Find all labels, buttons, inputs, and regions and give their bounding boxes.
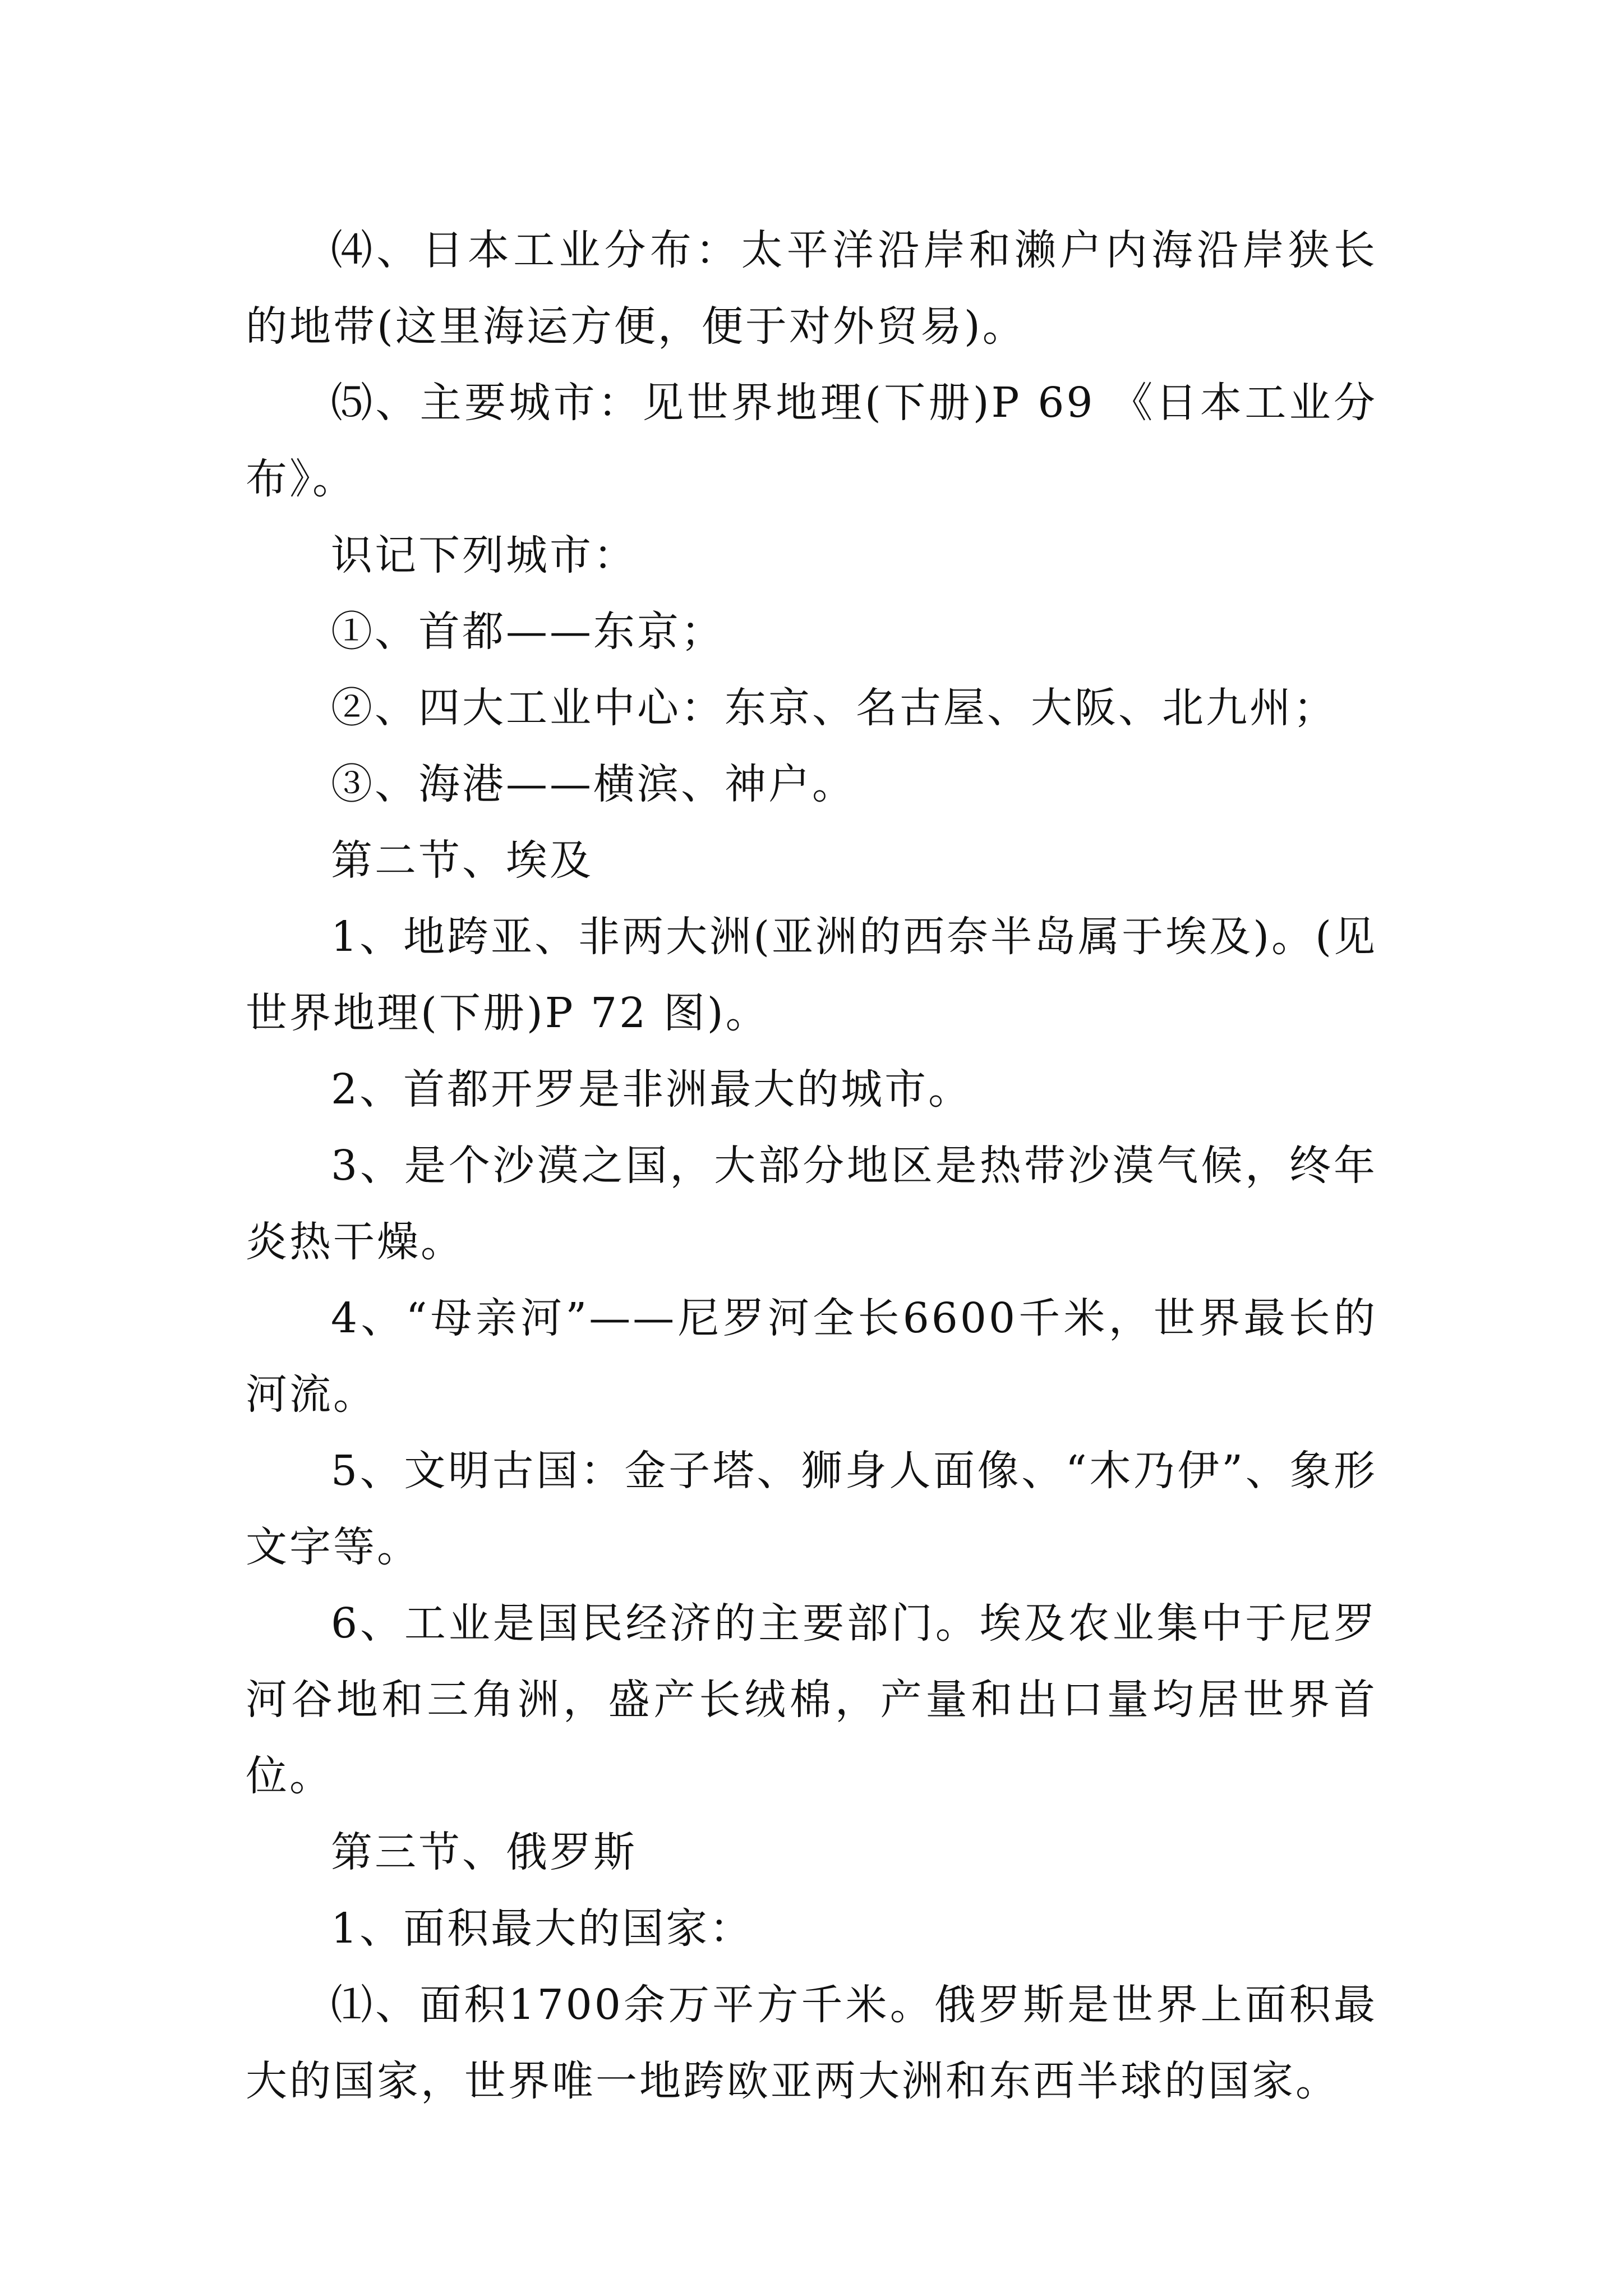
document-body: [246, 212, 1377, 2119]
paragraph-egypt-capital: 2、首都开罗是非洲最大的城市。: [331, 1065, 972, 1114]
paragraph-egypt-location: 1、地跨亚、非两大洲(亚洲的西奈半岛属于埃及)。(见世界地理(下册)P 72 图)。: [246, 913, 1377, 1037]
paragraph-memorize-cities: 识记下列城市：: [331, 531, 637, 579]
paragraph-nile-river: 4、“母亲河”——尼罗河全长6600千米，世界最长的河流。: [246, 1294, 1377, 1419]
paragraph-japan-major-cities: ⑸、主要城市：见世界地理(下册)P 69 《日本工业分布》。: [246, 379, 1377, 503]
paragraph-largest-country: 1、面积最大的国家：: [331, 1904, 754, 1953]
section-heading-russia: 第三节、俄罗斯: [331, 1828, 637, 1876]
paragraph-japan-industry-distribution: ⑷、日本工业分布：太平洋沿岸和濑户内海沿岸狭长的地带(这里海运方便，便于对外贸易)。: [246, 226, 1377, 351]
paragraph-industrial-centers: ②、四大工业中心：东京、名古屋、大阪、北九州；: [331, 684, 1337, 732]
paragraph-ancient-civilization: 5、文明古国：金子塔、狮身人面像、“木乃伊”、象形文字等。: [246, 1447, 1377, 1571]
paragraph-capital-tokyo: ①、首都——东京；: [331, 608, 725, 656]
paragraph-russia-area: ⑴、面积1700余万平方千米。俄罗斯是世界上面积最大的国家，世界唯一地跨欧亚两大洲和东西半球的国家。: [246, 1981, 1377, 2105]
section-heading-egypt: 第二节、埃及: [331, 836, 593, 885]
paragraph-seaports: ③、海港——横滨、神户。: [331, 760, 856, 808]
paragraph-egypt-economy: 6、工业是国民经济的主要部门。埃及农业集中于尼罗河谷地和三角洲，盛产长绒棉，产量和出口量均居世界首位。: [246, 1599, 1377, 1800]
paragraph-egypt-climate: 3、是个沙漠之国，大部分地区是热带沙漠气候，终年炎热干燥。: [246, 1142, 1377, 1266]
